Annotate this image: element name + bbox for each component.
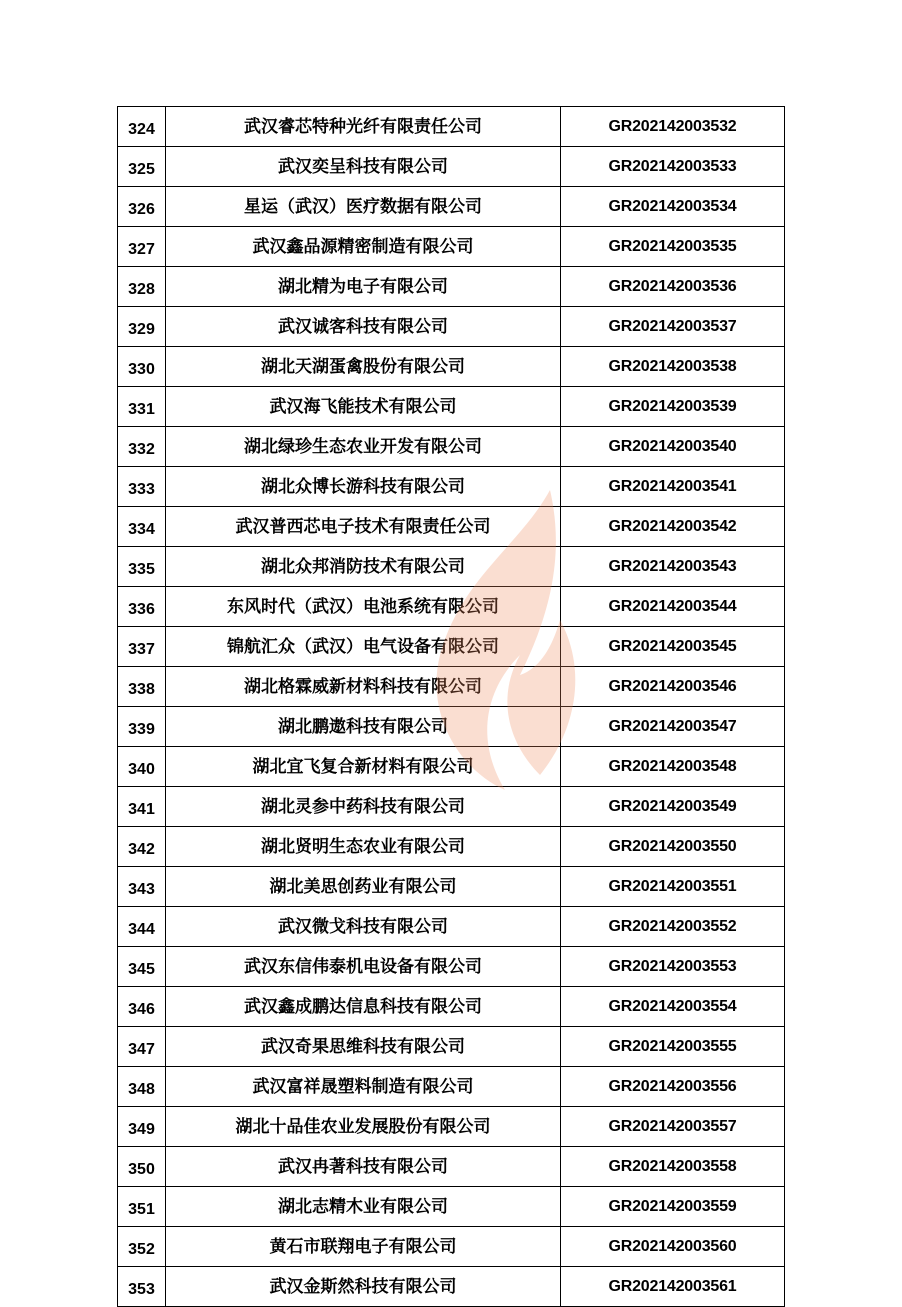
company-name: 湖北绿珍生态农业开发有限公司 (166, 427, 561, 467)
company-name: 武汉鑫成鹏达信息科技有限公司 (166, 987, 561, 1027)
certificate-number: GR202142003545 (561, 627, 785, 667)
row-number: 344 (118, 907, 166, 947)
company-name: 武汉金斯然科技有限公司 (166, 1267, 561, 1307)
row-number: 350 (118, 1147, 166, 1187)
row-number: 332 (118, 427, 166, 467)
certificate-number: GR202142003561 (561, 1267, 785, 1307)
company-name: 武汉富祥晟塑料制造有限公司 (166, 1067, 561, 1107)
row-number: 349 (118, 1107, 166, 1147)
certificate-number: GR202142003549 (561, 787, 785, 827)
row-number: 340 (118, 747, 166, 787)
certificate-number: GR202142003553 (561, 947, 785, 987)
row-number: 343 (118, 867, 166, 907)
table-row (118, 1267, 785, 1307)
table-row (118, 147, 785, 187)
row-number: 342 (118, 827, 166, 867)
row-number: 346 (118, 987, 166, 1027)
certificate-number: GR202142003550 (561, 827, 785, 867)
table-row (118, 987, 785, 1027)
certificate-number: GR202142003557 (561, 1107, 785, 1147)
row-number: 352 (118, 1227, 166, 1267)
certificate-number: GR202142003540 (561, 427, 785, 467)
row-number: 335 (118, 547, 166, 587)
table-body (118, 107, 785, 1307)
row-number: 324 (118, 107, 166, 147)
certificate-number: GR202142003543 (561, 547, 785, 587)
row-number: 337 (118, 627, 166, 667)
row-number: 334 (118, 507, 166, 547)
table-row (118, 107, 785, 147)
certificate-number: GR202142003560 (561, 1227, 785, 1267)
row-number: 339 (118, 707, 166, 747)
row-number: 341 (118, 787, 166, 827)
certificate-number: GR202142003539 (561, 387, 785, 427)
row-number: 336 (118, 587, 166, 627)
table-row (118, 627, 785, 667)
row-number: 328 (118, 267, 166, 307)
row-number: 329 (118, 307, 166, 347)
row-number: 348 (118, 1067, 166, 1107)
table-row (118, 1227, 785, 1267)
certificate-number: GR202142003542 (561, 507, 785, 547)
certificate-number: GR202142003554 (561, 987, 785, 1027)
company-name: 湖北众邦消防技术有限公司 (166, 547, 561, 587)
row-number: 351 (118, 1187, 166, 1227)
company-name: 武汉睿芯特种光纤有限责任公司 (166, 107, 561, 147)
certificate-number: GR202142003541 (561, 467, 785, 507)
certificate-number: GR202142003558 (561, 1147, 785, 1187)
table-row (118, 267, 785, 307)
row-number: 331 (118, 387, 166, 427)
company-name: 湖北十品佳农业发展股份有限公司 (166, 1107, 561, 1147)
table-row (118, 507, 785, 547)
table-row (118, 307, 785, 347)
company-name: 武汉鑫品源精密制造有限公司 (166, 227, 561, 267)
company-name: 湖北宜飞复合新材料有限公司 (166, 747, 561, 787)
table-row (118, 1147, 785, 1187)
certificate-number: GR202142003547 (561, 707, 785, 747)
certificate-number: GR202142003534 (561, 187, 785, 227)
certificate-number: GR202142003559 (561, 1187, 785, 1227)
table-row (118, 427, 785, 467)
table-row (118, 227, 785, 267)
certificate-number: GR202142003535 (561, 227, 785, 267)
certificate-number: GR202142003537 (561, 307, 785, 347)
table-row (118, 1027, 785, 1067)
company-name: 武汉诚客科技有限公司 (166, 307, 561, 347)
company-name: 锦航汇众（武汉）电气设备有限公司 (166, 627, 561, 667)
certificate-number: GR202142003544 (561, 587, 785, 627)
company-name: 黄石市联翔电子有限公司 (166, 1227, 561, 1267)
table-row (118, 747, 785, 787)
company-name: 湖北天湖蛋禽股份有限公司 (166, 347, 561, 387)
row-number: 353 (118, 1267, 166, 1307)
certificate-number: GR202142003551 (561, 867, 785, 907)
certificate-number: GR202142003532 (561, 107, 785, 147)
company-name: 武汉冉著科技有限公司 (166, 1147, 561, 1187)
company-name: 湖北格霖威新材料科技有限公司 (166, 667, 561, 707)
company-name: 湖北灵参中药科技有限公司 (166, 787, 561, 827)
row-number: 333 (118, 467, 166, 507)
row-number: 347 (118, 1027, 166, 1067)
table-row (118, 347, 785, 387)
company-name: 东风时代（武汉）电池系统有限公司 (166, 587, 561, 627)
table-row (118, 907, 785, 947)
company-name: 湖北贤明生态农业有限公司 (166, 827, 561, 867)
table-row (118, 667, 785, 707)
certificate-number: GR202142003533 (561, 147, 785, 187)
company-name: 湖北志精木业有限公司 (166, 1187, 561, 1227)
row-number: 338 (118, 667, 166, 707)
certificate-number: GR202142003548 (561, 747, 785, 787)
company-certificate-table (117, 106, 785, 1307)
certificate-number: GR202142003536 (561, 267, 785, 307)
company-name: 武汉海飞能技术有限公司 (166, 387, 561, 427)
certificate-number: GR202142003546 (561, 667, 785, 707)
table-row (118, 387, 785, 427)
row-number: 330 (118, 347, 166, 387)
table-row (118, 1067, 785, 1107)
company-name: 武汉奕呈科技有限公司 (166, 147, 561, 187)
table-row (118, 867, 785, 907)
table-row (118, 187, 785, 227)
certificate-number: GR202142003552 (561, 907, 785, 947)
table-row (118, 547, 785, 587)
row-number: 325 (118, 147, 166, 187)
company-name: 湖北美思创药业有限公司 (166, 867, 561, 907)
company-name: 武汉普西芯电子技术有限责任公司 (166, 507, 561, 547)
company-name: 湖北精为电子有限公司 (166, 267, 561, 307)
table-row (118, 587, 785, 627)
table-row (118, 947, 785, 987)
company-name: 星运（武汉）医疗数据有限公司 (166, 187, 561, 227)
company-name: 武汉奇果思维科技有限公司 (166, 1027, 561, 1067)
company-name: 武汉微戈科技有限公司 (166, 907, 561, 947)
company-name: 武汉东信伟泰机电设备有限公司 (166, 947, 561, 987)
certificate-number: GR202142003538 (561, 347, 785, 387)
company-name: 湖北鹏遨科技有限公司 (166, 707, 561, 747)
row-number: 326 (118, 187, 166, 227)
company-name: 湖北众博长游科技有限公司 (166, 467, 561, 507)
certificate-number: GR202142003556 (561, 1067, 785, 1107)
row-number: 327 (118, 227, 166, 267)
table-row (118, 707, 785, 747)
table-row (118, 1187, 785, 1227)
table-row (118, 827, 785, 867)
table-row (118, 1107, 785, 1147)
table-row (118, 787, 785, 827)
certificate-number: GR202142003555 (561, 1027, 785, 1067)
row-number: 345 (118, 947, 166, 987)
table-row (118, 467, 785, 507)
